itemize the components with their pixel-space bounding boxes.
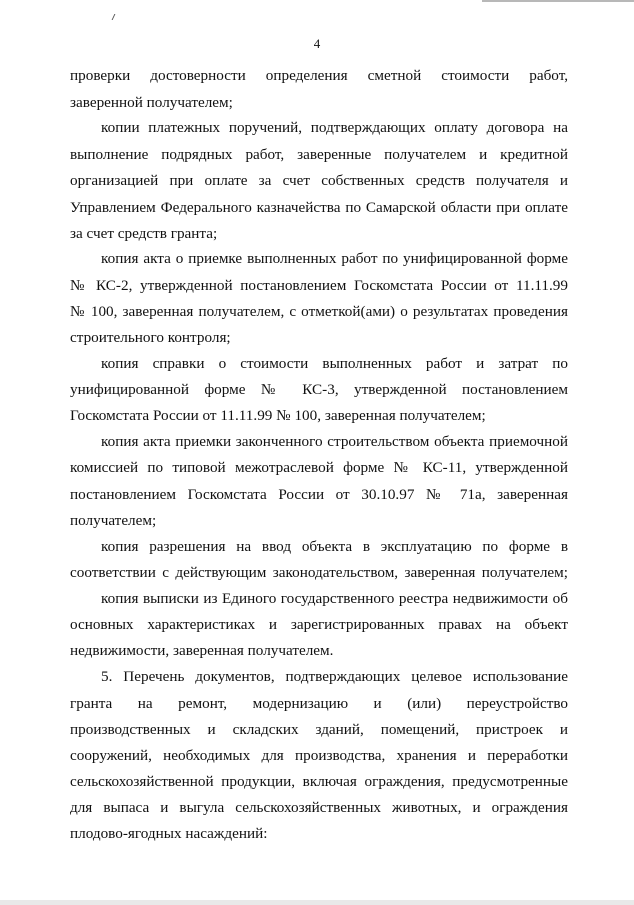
text-line: Управлением Федерального казначейства по Самарской области при оплате bbox=[70, 199, 568, 216]
scan-mark bbox=[107, 14, 116, 20]
text-line: соответствии с действующим законодательством, заверенная получателем; bbox=[70, 564, 568, 581]
text-line: копии платежных поручений, подтверждающих оплату договора на bbox=[101, 119, 568, 136]
text-line: за счет средств гранта; bbox=[70, 225, 218, 242]
text-line: для выпаса и выгула сельскохозяйственных животных, и ограждения bbox=[70, 799, 568, 816]
text-line: копия акта о приемке выполненных работ по унифицированной форме bbox=[101, 250, 568, 267]
text-line: № 100, заверенная получателем, с отметкой(ами) о результатах проведения bbox=[70, 303, 568, 320]
text-line: заверенной получателем; bbox=[70, 94, 233, 111]
scan-bottom-edge bbox=[0, 900, 634, 905]
text-line: копия выписки из Единого государственного реестра недвижимости об bbox=[101, 590, 568, 607]
text-line: недвижимости, заверенная получателем. bbox=[70, 642, 334, 659]
text-line: проверки достоверности определения сметной стоимости работ, bbox=[70, 67, 568, 84]
text-line: плодово-ягодных насаждений: bbox=[70, 825, 268, 842]
text-line: постановлением Госкомстата России от 30.10.97 № 71а, заверенная bbox=[70, 486, 568, 503]
text-line: № КС-2, утвержденной постановлением Госкомстата России от 11.11.99 bbox=[70, 277, 568, 294]
text-line: копия разрешения на ввод объекта в эксплуатацию по форме в bbox=[101, 538, 568, 555]
text-line: сооружений, необходимых для производства, хранения и переработки bbox=[70, 747, 568, 764]
text-line: получателем; bbox=[70, 512, 157, 529]
text-line: строительного контроля; bbox=[70, 329, 231, 346]
text-line: Госкомстата России от 11.11.99 № 100, заверенная получателем; bbox=[70, 407, 486, 424]
text-line: производственных и складских зданий, помещений, пристроек и bbox=[70, 721, 568, 738]
text-line: гранта на ремонт, модернизацию и (или) переустройство bbox=[70, 695, 568, 712]
page-number: 4 bbox=[313, 36, 321, 51]
scan-edge-line bbox=[482, 0, 634, 2]
text-line: унифицированной форме № КС-3, утвержденной постановлением bbox=[70, 381, 568, 398]
text-line: основных характеристиках и зарегистрированных правах на объект bbox=[70, 616, 568, 633]
text-line: сельскохозяйственной продукции, включая ограждения, предусмотренные bbox=[70, 773, 568, 790]
text-line: 5. Перечень документов, подтверждающих целевое использование bbox=[101, 668, 568, 685]
text-line: выполнение подрядных работ, заверенные получателем и кредитной bbox=[70, 146, 568, 163]
text-line: комиссией по типовой межотраслевой форме № КС-11, утвержденной bbox=[70, 459, 568, 476]
text-line: копия акта приемки законченного строительством объекта приемочной bbox=[101, 433, 568, 450]
text-line: организацией при оплате за счет собственных средств получателя и bbox=[70, 172, 568, 189]
text-line: копия справки о стоимости выполненных работ и затрат по bbox=[101, 355, 568, 372]
